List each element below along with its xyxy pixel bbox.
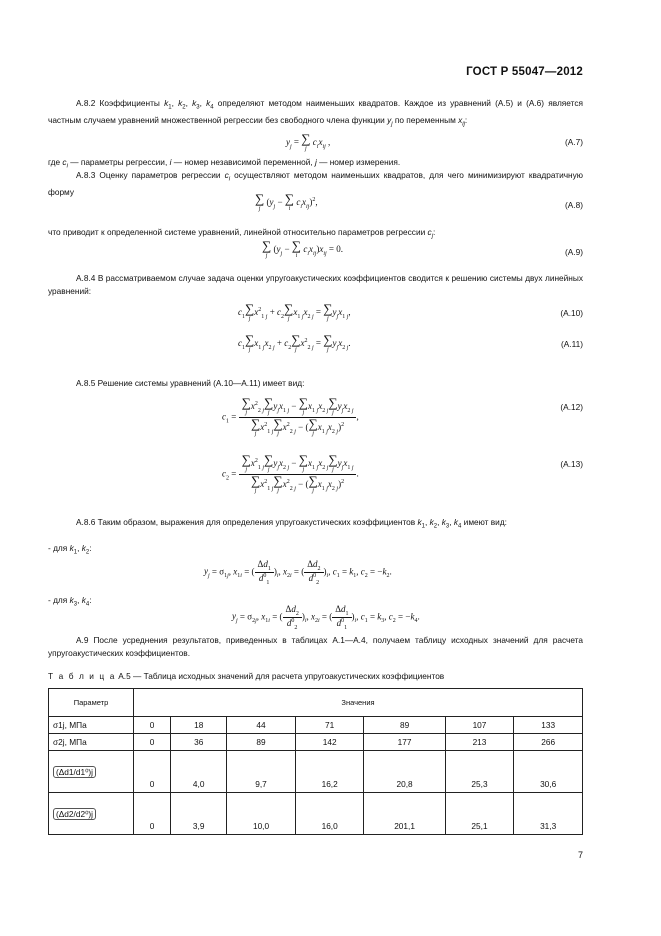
page-number: 7 (577, 850, 583, 860)
table-cell: 20,8 (364, 751, 445, 793)
table-row (49, 734, 583, 751)
table-cell: 16,0 (295, 793, 364, 835)
table-cell: 10,0 (227, 793, 296, 835)
table-cell: 0 (134, 793, 171, 835)
table-cell: 71 (295, 717, 364, 734)
table-cell: 142 (295, 734, 364, 751)
equation-a13: $c_2$ = ∑ j $x^2_{1 j}$ ∑ j $y_jx_{2 j}$ − ∑ j $x_{1 j}x_{2 j}$ ∑ j $y_jx_{1 j}$ ∑ j $x^2_{1 j}$ ∑ j $x^2_{2 j}$ − ( ∑ j $x_{1 j}x_{2 j})^2$ . (222, 452, 359, 494)
column-header-values: Значения (134, 689, 583, 717)
table-header-row (49, 689, 583, 717)
table-caption: Т а б л и ц а А.5 — Таблица исходных значений для расчета упругоакустических коэффициентов (48, 671, 445, 681)
paragraph-leads: что приводит к определенной системе уравнений, линейной относительно параметров регрессии $c_j$: (48, 227, 436, 240)
equation-k3-k4: $y_j = \sigma_{2j}$, $x_{1i}$ = ( $\frac{\Delta d_2}{d^0_2}$ )$_i$, $x_{2i}$ = ( $\frac{\Delta d_1}{d^0_1}$ )$_i$, $c_1 = k_3$, $c_2 = -k_4$. (232, 604, 420, 631)
table-cell: 177 (364, 734, 445, 751)
equation-k1-k2: $y_j = \sigma_{1j}$, $x_{1i}$ = ( $\frac{\Delta d_1}{d^0_1}$ )$_i$, $x_{2i}$ = ( $\frac{\Delta d_2}{d^0_2}$ )$_i$, $c_1 = k_1$, $c_2 = -k_2$. (204, 559, 392, 586)
table-cell: 107 (445, 717, 514, 734)
equation-number: (А.7) (565, 137, 583, 147)
row-label: σ2j, МПа (49, 734, 134, 751)
paragraph-a86: А.8.6 Таким образом, выражения для определения упругоакустических коэффициентов $k_1$, $k_2$, $k_3$, $k_4$ имеют вид: (76, 517, 507, 530)
equation-a11: $c_1$ ∑ j $x_{1 j}x_{2 j} + c_2$ ∑ j $x^2_{2 j}$ = ∑ j $y_jx_{2 j}$. (238, 332, 351, 353)
table-cell: 18 (171, 717, 227, 734)
table-cell: 4,0 (171, 751, 227, 793)
paragraph-a83: А.8.3 Оценку параметров регрессии $c_i$ осуществляют методом наименьших квадратов, для чего минимизируют квадратичную форму (48, 170, 583, 198)
label-for-k1-k2: - для $k_1$, $k_2$: (48, 543, 92, 556)
equation-a12: $c_1$ = ∑ j $x^2_{2 j}$ ∑ j $y_jx_{1 j}$ − ∑ j $x_{1 j}x_{2 j}$ ∑ j $y_jx_{2 j}$ ∑ j $x^2_{1 j}$ ∑ j $x^2_{2 j}$ − ( ∑ j $x_{1 j}x_{2 j})^2$ , (222, 395, 359, 437)
equation-a8: ∑ j ($y_j$ − ∑ i $c_ix_{ij})^2$, (255, 191, 318, 212)
equation-number: (А.10) (560, 308, 583, 318)
table-row (49, 793, 583, 835)
paragraph-a84: А.8.4 В рассматриваемом случае задача оценки упругоакустических коэффициентов сводится к решению системы двух линейных уравнений: (48, 273, 583, 296)
table-cell: 25,1 (445, 793, 514, 835)
equation-number: (А.11) (561, 339, 583, 349)
paragraph-a9: А.9 После усреднения результатов, приведенных в таблицах А.1—А.4, получаем таблицу исходных значений для расчета упругоакустических коэффициентов. (48, 635, 583, 658)
table-cell: 213 (445, 734, 514, 751)
table-row (49, 717, 583, 734)
equation-number: (А.9) (565, 247, 583, 257)
equation-a7: $y_j$ = ∑ j $c_ix_{ij}$ , (286, 131, 331, 152)
data-table-a5 (48, 688, 583, 835)
table-cell: 25,3 (445, 751, 514, 793)
table-row (49, 751, 583, 793)
equation-number: (А.12) (560, 402, 583, 412)
column-header-parameter: Параметр (49, 689, 134, 717)
table-cell: 0 (134, 717, 171, 734)
table-cell: 0 (134, 734, 171, 751)
label-for-k3-k4: - для $k_3$, $k_4$: (48, 595, 92, 608)
table-cell: 44 (227, 717, 296, 734)
table-cell: 36 (171, 734, 227, 751)
row-label: σ1j, МПа (49, 717, 134, 734)
table-cell: 9,7 (227, 751, 296, 793)
table-cell: 30,6 (514, 751, 583, 793)
row-label: (Δd1/d1⁰)j (49, 751, 134, 793)
row-label: (Δd2/d2⁰)j (49, 793, 134, 835)
equation-a9: ∑ j ($y_j$ − ∑ i $c_ix_{ij})x_{ij} = 0$. (262, 238, 343, 259)
paragraph-where: где $c_i$ — параметры регрессии, i — номер независимой переменной, j — номер измерения. (48, 157, 401, 170)
equation-number: (А.13) (560, 459, 583, 469)
table-cell: 201,1 (364, 793, 445, 835)
table-cell: 0 (134, 751, 171, 793)
standard-title: ГОСТ Р 55047—2012 (466, 66, 583, 78)
table-cell: 266 (514, 734, 583, 751)
table-cell: 3,9 (171, 793, 227, 835)
equation-number: (А.8) (565, 200, 583, 210)
table-cell: 31,3 (514, 793, 583, 835)
table-cell: 133 (514, 717, 583, 734)
equation-a10: $c_1$ ∑ j $x^2_{1 j} + c_2$ ∑ j $x_{1 j}x_{2 j}$ = ∑ j $y_jx_{1 j}$, (238, 301, 351, 322)
table-cell: 89 (364, 717, 445, 734)
paragraph-a85: А.8.5 Решение системы уравнений (А.10—А.11) имеет вид: (76, 378, 305, 388)
paragraph-a82: А.8.2 Коэффициенты $k_1$, $k_2$, $k_3$, $k_4$ определяют методом наименьших квадратов. Каждое из уравнений (А.5) и (А.6) является частным случаем уравнений множественной регрессии без свободного члена функции $y_j$ по переменным $x_{ij}$: (48, 98, 583, 128)
table-cell: 16,2 (295, 751, 364, 793)
table-cell: 89 (227, 734, 296, 751)
